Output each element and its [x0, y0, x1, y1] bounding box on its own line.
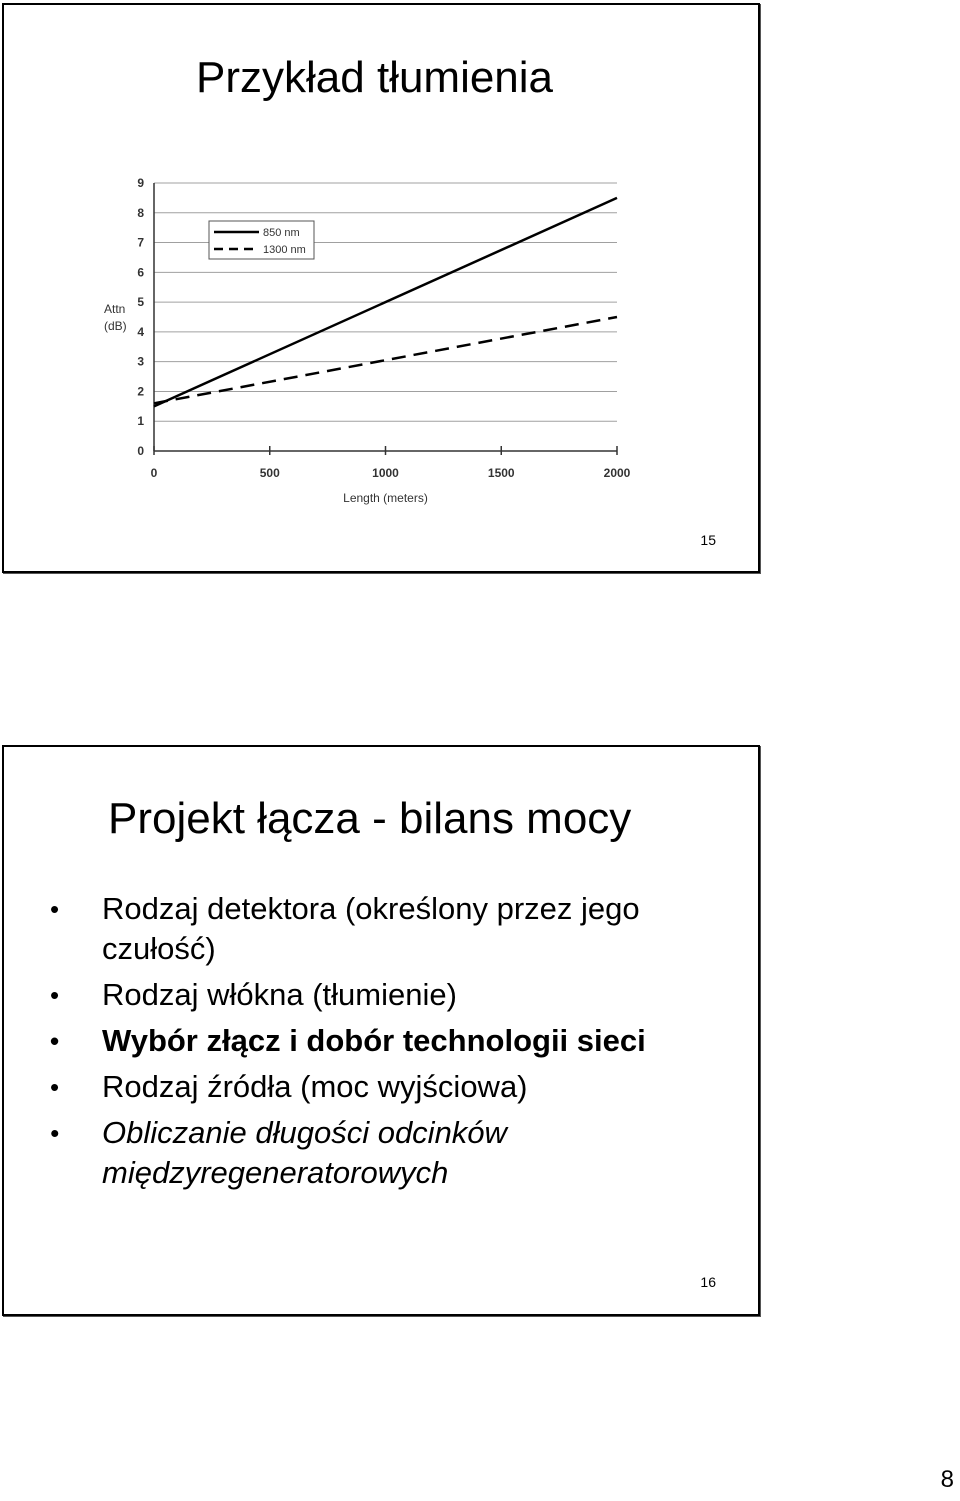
legend-label: 1300 nm — [263, 244, 306, 256]
slide-title: Przykład tłumienia — [196, 53, 554, 102]
bullet-dot-icon: • — [50, 1118, 60, 1148]
bullet-dot-icon: • — [50, 1072, 60, 1102]
bullet-text: Rodzaj włókna (tłumienie) — [102, 977, 457, 1012]
y-tick-label: 0 — [137, 444, 144, 458]
x-tick-label: 1000 — [372, 466, 399, 480]
page-number: 8 — [940, 1466, 954, 1493]
x-tick-label: 2000 — [603, 466, 631, 480]
bullet-text: Rodzaj detektora (określony przez jego czułość) — [102, 891, 640, 966]
y-axis-label: Attn — [104, 302, 126, 316]
bullet-text: Rodzaj źródła (moc wyjściowa) — [102, 1069, 528, 1104]
x-tick-label: 0 — [150, 466, 158, 480]
legend-label: 850 nm — [263, 227, 300, 239]
slide-title: Projekt łącza - bilans mocy — [108, 794, 632, 843]
y-tick-label: 4 — [137, 324, 144, 339]
bullet-dot-icon: • — [50, 894, 60, 924]
y-tick-label: 5 — [137, 295, 144, 310]
x-tick-label: 500 — [259, 466, 280, 480]
bullet-item — [50, 1113, 740, 1193]
x-tick-label: 1500 — [487, 466, 515, 480]
bullet-item — [50, 975, 740, 1015]
bullet-item — [50, 1067, 740, 1107]
bullet-item — [50, 889, 740, 969]
bullet-item — [50, 1021, 740, 1061]
y-axis-label: (dB) — [104, 319, 127, 333]
bullet-list — [50, 889, 740, 1199]
y-tick-label: 1 — [137, 414, 144, 429]
bullet-dot-icon: • — [50, 1026, 60, 1056]
slide-number: 15 — [700, 532, 716, 548]
attenuation-chart — [99, 165, 659, 515]
bullet-text: Obliczanie długości odcinków międzyregeneratorowych — [102, 1115, 507, 1190]
y-tick-label: 2 — [137, 384, 144, 399]
slide-15 — [2, 3, 760, 573]
bullet-dot-icon: • — [50, 980, 60, 1010]
y-tick-label: 6 — [137, 265, 144, 280]
series-line — [154, 317, 617, 403]
y-tick-label: 8 — [137, 205, 144, 220]
x-axis-label: Length (meters) — [343, 491, 428, 505]
bullet-text: Wybór złącz i dobór technologii sieci — [102, 1023, 646, 1058]
slide-16 — [2, 745, 760, 1316]
y-tick-label: 9 — [137, 176, 144, 190]
y-tick-label: 7 — [137, 235, 144, 250]
slide-number: 16 — [700, 1274, 716, 1290]
y-tick-label: 3 — [137, 354, 144, 369]
